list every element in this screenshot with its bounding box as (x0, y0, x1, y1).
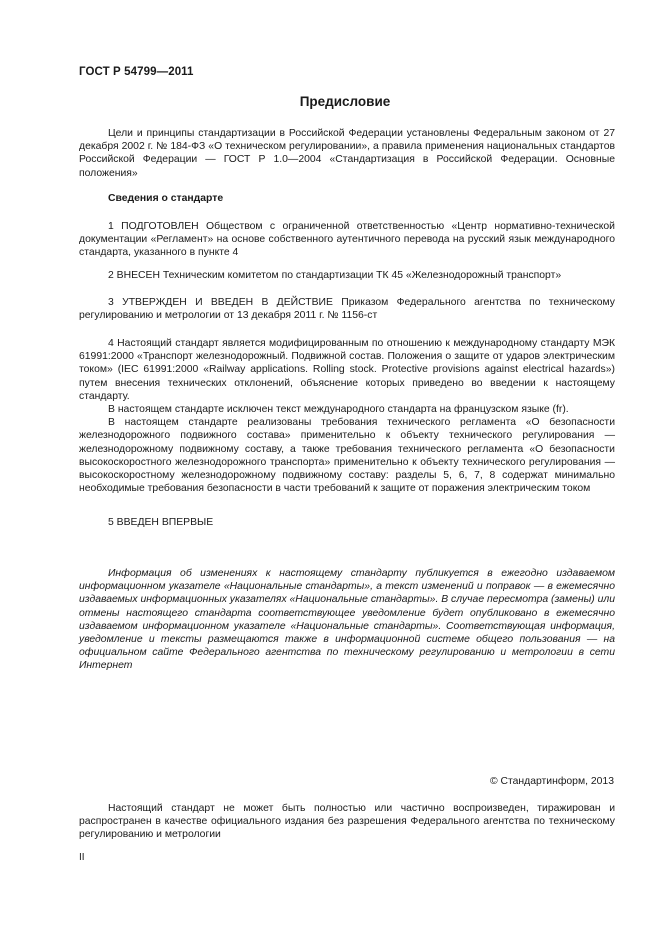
info-heading: Сведения о стандарте (108, 193, 224, 204)
standard-code: ГОСТ Р 54799—2011 (79, 66, 194, 78)
item-4-text: 4 Настоящий стандарт является модифицированным по отношению к международному стандарту МЭК 61991:2000 «Транспорт железнодорожный. Подвижной состав. Положения о защите от ударов электрическим током» (IEC 61991:2000 «Railway applications. Rolling stock. Protective provisions against electrical hazards») путем внесения технических отклонений, объяснение которых приведено во введении к настоящему стандарту. (79, 338, 615, 402)
intro-text: Цели и принципы стандартизации в Российской Федерации установлены Федеральным законом от 27 декабря 2002 г. № 184-ФЗ «О техническом регулировании», а правила применения национальных стандартов Российской Федерации — ГОСТ Р 1.0—2004 «Стандартизация в Российской Федерации. Основные положения» (79, 128, 615, 179)
notice-text: Информация об изменениях к настоящему стандарту публикуется в ежегодно издаваемом информационном указателе «Национальные стандарты», а текст изменений и поправок — в ежемесячно издаваемых информационных указателях «Национальные стандарты». В случае пересмотра (замены) или отмены настоящего стандарта соответствующее уведомление будет опубликовано в ежемесячно издаваемом информационном указателе «Национальные стандарты». Соответствующая информация, уведомление и тексты размещаются также в информационной системе общего пользования — на официальном сайте Федерального агентства по техническому регулированию и метрологии в сети Интернет (79, 568, 615, 672)
item-2-text: 2 ВНЕСЕН Техническим комитетом по стандартизации ТК 45 «Железнодорожный транспорт» (108, 270, 562, 281)
page-title: Предисловие (299, 94, 391, 109)
item-1 (79, 220, 615, 260)
copyright: © Стандартинформ, 2013 (489, 776, 614, 787)
reproduction-text: Настоящий стандарт не может быть полностью или частично воспроизведен, тиражирован и распространен в качестве официального издания без разрешения Федерального агентства по техническому регулированию и метрологии (79, 803, 615, 841)
item-4-note-fr: В настоящем стандарте исключен текст международного стандарта на французском языке (fr). (108, 404, 569, 416)
item-4 (79, 337, 615, 495)
page-number: II (79, 852, 85, 863)
item-3-text: 3 УТВЕРЖДЕН И ВВЕДЕН В ДЕЙСТВИЕ Приказом Федерального агентства по техническому регулированию и метрологии от 13 декабря 2011 г. № 1156-ст (79, 297, 615, 322)
intro-paragraph (79, 127, 615, 180)
item-2 (79, 269, 615, 282)
item-5 (79, 516, 615, 529)
item-3 (79, 296, 615, 322)
item-1-text: 1 ПОДГОТОВЛЕН Обществом с ограниченной ответственностью «Центр нормативно-технической документации «Регламент» на основе собственного аутентичного перевода на русский язык международного стандарта, указанного в пункте 4 (79, 221, 615, 259)
item-5-text: 5 ВВЕДЕН ВПЕРВЫЕ (108, 517, 214, 528)
reproduction-paragraph (79, 802, 615, 842)
item-4-note-regulation: В настоящем стандарте реализованы требования технического регламента «О безопасности железнодорожного подвижного состава» применительно к объекту технического регулирования — железнодорожному подвижному составу, а также требования технического регламента «О безопасности высокоскоростного железнодорожного транспорта» применительно к объекту технического регулирования — высокоскоростному железнодорожному подвижному составу: разделы 5, 6, 7, 8 содержат минимально необходимые требования безопасности в части требований к защите от поражения электрическим током (79, 417, 615, 495)
notice-paragraph (79, 567, 615, 673)
